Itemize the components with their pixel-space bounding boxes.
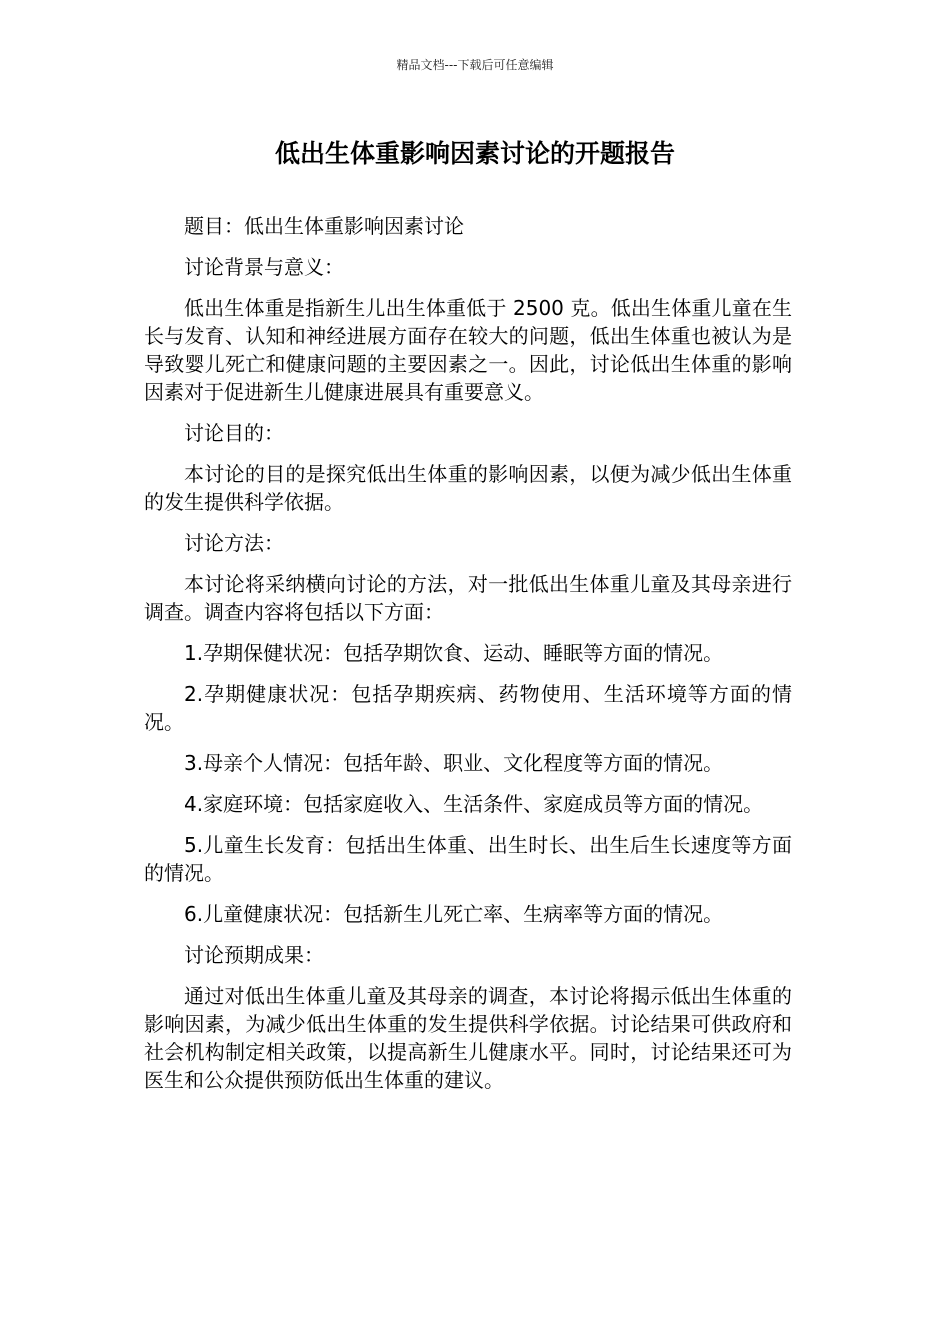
page-header: 精品文档---下载后可任意编辑 bbox=[396, 58, 554, 72]
document-body bbox=[144, 212, 792, 1107]
method-item-3: 3.母亲个人情况：包括年龄、职业、文化程度等方面的情况。 bbox=[184, 751, 724, 775]
section-heading-purpose: 讨论目的： bbox=[184, 421, 284, 445]
method-item-6: 6.儿童健康状况：包括新生儿死亡率、生病率等方面的情况。 bbox=[184, 902, 724, 926]
purpose-paragraph: 本讨论的目的是探究低出生体重的影响因素，以便为减少低出生体重的发生提供科学依据。 bbox=[144, 462, 792, 514]
section-heading-outcomes: 讨论预期成果： bbox=[184, 943, 324, 967]
topic-line: 题目：低出生体重影响因素讨论 bbox=[184, 214, 464, 238]
method-item-5: 5.儿童生长发育：包括出生体重、出生时长、出生后生长速度等方面的情况。 bbox=[144, 833, 792, 885]
method-item-4: 4.家庭环境：包括家庭收入、生活条件、家庭成员等方面的情况。 bbox=[184, 792, 764, 816]
background-paragraph: 低出生体重是指新生儿出生体重低于 2500 克。低出生体重儿童在生长与发育、认知和神经进展方面存在较大的问题，低出生体重也被认为是导致婴儿死亡和健康问题的主要因素之一。因此，讨论低出生体重的影响因素对于促进新生儿健康进展具有重要意义。 bbox=[144, 296, 792, 404]
outcomes-paragraph: 通过对低出生体重儿童及其母亲的调查，本讨论将揭示低出生体重的影响因素，为减少低出生体重的发生提供科学依据。讨论结果可供政府和社会机构制定相关政策，以提高新生儿健康水平。同时，讨论结果还可为医生和公众提供预防低出生体重的建议。 bbox=[144, 984, 792, 1092]
section-heading-method: 讨论方法： bbox=[184, 531, 284, 555]
section-heading-background: 讨论背景与意义： bbox=[184, 255, 344, 279]
document-title: 低出生体重影响因素讨论的开题报告 bbox=[274, 139, 675, 168]
method-item-2: 2.孕期健康状况：包括孕期疾病、药物使用、生活环境等方面的情况。 bbox=[144, 682, 792, 734]
method-paragraph: 本讨论将采纳横向讨论的方法，对一批低出生体重儿童及其母亲进行调查。调查内容将包括以下方面： bbox=[144, 572, 792, 624]
method-item-1: 1.孕期保健状况：包括孕期饮食、运动、睡眠等方面的情况。 bbox=[184, 641, 724, 665]
